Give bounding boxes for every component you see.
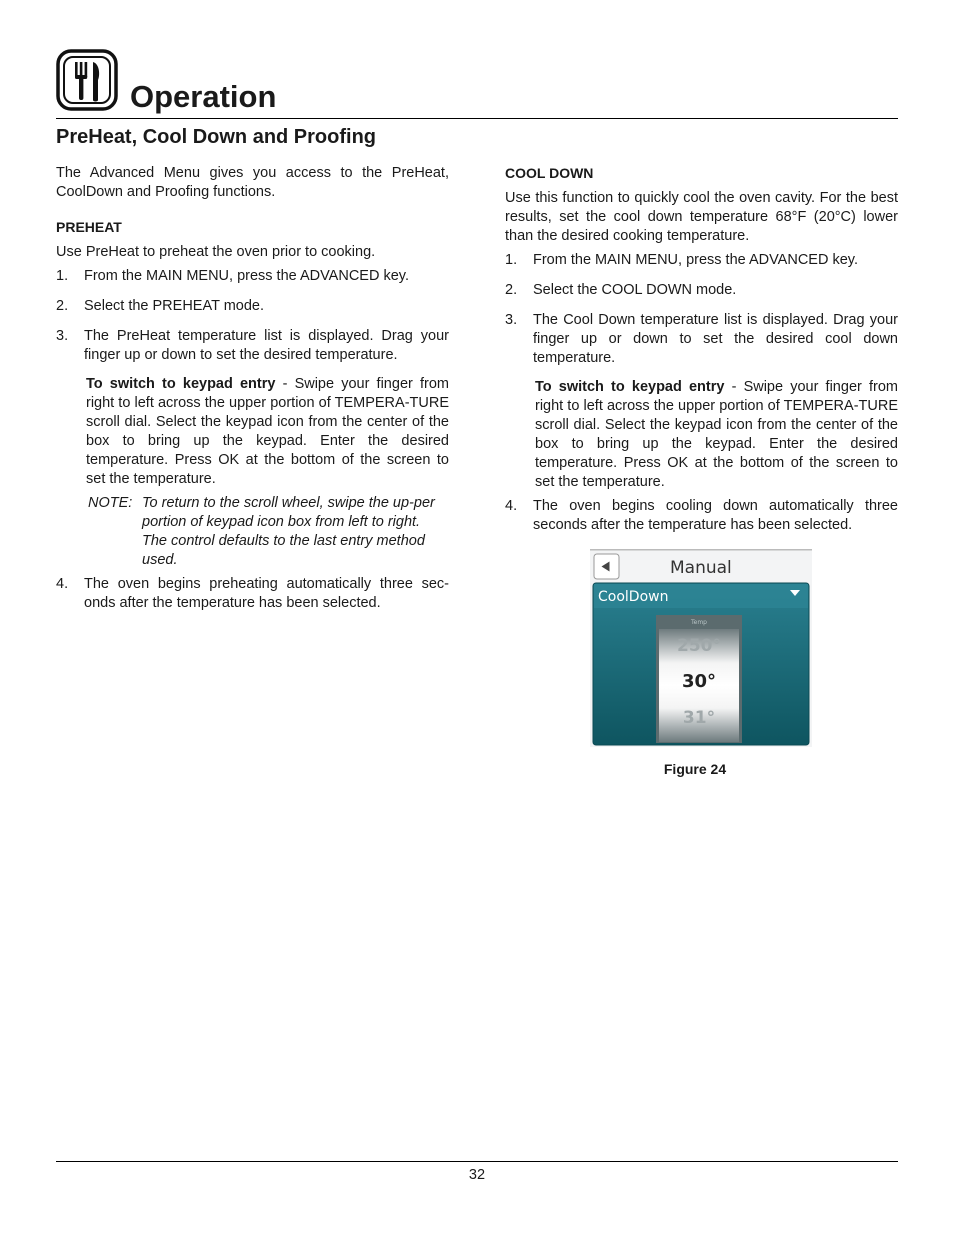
note-label: NOTE: (88, 495, 133, 511)
cooldown-heading: COOL DOWN (505, 165, 594, 181)
footer-divider (56, 1161, 898, 1162)
step-text: The Cool Down temperature list is displayed. Drag your finger up or down to set the desired cool down temperature. (533, 312, 898, 366)
list-item (505, 497, 898, 535)
dial-value-above: 250° (677, 636, 721, 656)
step-number: 1. (505, 252, 518, 268)
page-title: Operation (130, 79, 277, 114)
step-number: 3. (56, 328, 69, 344)
dial-label: Temp (691, 619, 707, 626)
keypad-instruction-label: To switch to keypad entry (535, 379, 725, 395)
note-text: To return to the scroll wheel, swipe the up-per portion of keypad icon box from left to right. The control defaults to the last entry method used. (142, 495, 435, 568)
keypad-instruction-label: To switch to keypad entry (86, 376, 276, 392)
back-button[interactable] (594, 554, 619, 579)
step-number: 4. (505, 498, 518, 514)
preheat-intro: Use PreHeat to preheat the oven prior to cooking. (56, 244, 376, 260)
fork-knife-icon (56, 49, 118, 111)
list-item (56, 575, 449, 613)
dial-value-below: 31° (682, 708, 716, 728)
mode-label: CoolDown (598, 589, 669, 605)
keypad-instruction-text: - Swipe your finger from right to left across the upper portion of TEMPERA-TURE scroll dial. Select the keypad icon from the center of the box to bring up the keypad. Enter the desired temperature. Press OK at the bottom of the screen to set the temperature. (86, 376, 449, 487)
keypad-instruction (505, 378, 898, 492)
keypad-instruction (56, 375, 449, 489)
list-item (56, 297, 449, 316)
step-number: 3. (505, 312, 518, 328)
step-text: From the MAIN MENU, press the ADVANCED key. (533, 252, 858, 268)
list-item (505, 311, 898, 368)
dial-value-selected: 30° (681, 671, 717, 692)
note (56, 494, 449, 570)
right-column (505, 164, 898, 535)
step-text: Select the COOL DOWN mode. (533, 282, 737, 298)
step-number: 1. (56, 268, 69, 284)
keypad-instruction-text: - Swipe your finger from right to left across the upper portion of TEMPERA-TURE scroll dial. Select the keypad icon from the center of the box to bring up the keypad. Enter the desired temperature. Press OK at the bottom of the screen to set the temperature. (535, 379, 898, 490)
list-item (56, 327, 449, 365)
figure-caption: Figure 24 (663, 761, 727, 777)
step-number: 2. (56, 298, 69, 314)
section-title: PreHeat, Cool Down and Proofing (56, 126, 377, 148)
figure-24-screen (590, 549, 812, 747)
step-text: The PreHeat temperature list is displayed. Drag your finger up or down to set the desired temperature. (84, 328, 449, 363)
step-text: From the MAIN MENU, press the ADVANCED key. (84, 268, 409, 284)
step-text: The oven begins preheating automatically three sec-onds after the temperature has been selected. (84, 576, 449, 611)
list-item (505, 281, 898, 300)
preheat-heading: PREHEAT (56, 219, 122, 235)
control-panel-display (590, 549, 812, 747)
intro-paragraph: The Advanced Menu gives you access to the PreHeat, CoolDown and Proofing functions. (56, 165, 449, 200)
step-number: 2. (505, 282, 518, 298)
cooldown-intro: Use this function to quickly cool the oven cavity. For the best results, set the cool down temperature 68°F (20°C) lower than the desired cooking temperature. (505, 190, 898, 244)
title-divider (56, 118, 898, 119)
step-text: Select the PREHEAT mode. (84, 298, 264, 314)
step-number: 4. (56, 576, 69, 592)
screen-title: Manual (670, 558, 732, 578)
page-number: 32 (468, 1167, 486, 1183)
left-column (56, 164, 449, 613)
list-item (505, 251, 898, 270)
step-text: The oven begins cooling down automatically three seconds after the temperature has been selected. (533, 498, 898, 533)
list-item (56, 267, 449, 286)
temperature-scroll-dial[interactable] (656, 615, 742, 743)
